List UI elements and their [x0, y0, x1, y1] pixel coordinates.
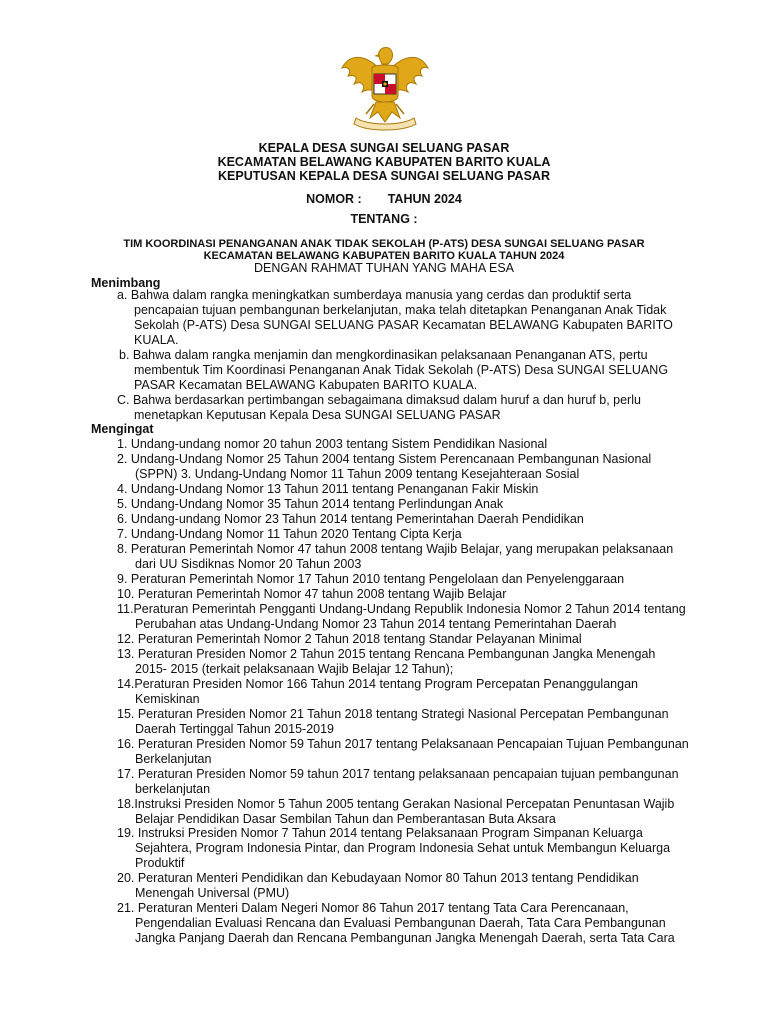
item-line: dari UU Sisdiknas Nomor 20 Tahun 2003	[135, 557, 362, 571]
item-line: 11.Peraturan Pemerintah Pengganti Undang-Undang Republik Indonesia Nomor 2 Tahun 2014 tentang	[117, 602, 686, 616]
mengingat-item	[117, 901, 675, 946]
title-line: KEPUTUSAN KEPALA DESA SUNGAI SELUANG PASAR	[218, 169, 550, 183]
garuda-emblem-icon	[338, 44, 432, 132]
item-line: pencapaian tujuan pembangunan berkelanjutan, maka telah ditetapkan Penanganan Anak Tidak	[134, 303, 667, 317]
mengingat-item	[117, 512, 584, 527]
item-line: KUALA.	[134, 333, 179, 347]
item-line: 8. Peraturan Pemerintah Nomor 47 tahun 2008 tentang Wajib Belajar, yang merupakan pelaksanaan	[117, 542, 674, 556]
item-line: Sekolah (P-ATS) Desa SUNGAI SELUANG PASAR Kecamatan BELAWANG Kabupaten BARITO	[134, 318, 673, 332]
mengingat-item	[117, 707, 669, 737]
item-line: Kemiskinan	[135, 692, 200, 706]
item-line: berkelanjutan	[135, 782, 211, 796]
mengingat-item	[117, 677, 638, 707]
item-line: 14.Peraturan Presiden Nomor 166 Tahun 2014 tentang Program Percepatan Penanggulangan	[117, 677, 638, 691]
menimbang-heading: Menimbang	[91, 276, 161, 290]
decree-title	[0, 141, 768, 183]
item-line: 9. Peraturan Pemerintah Nomor 17 Tahun 2010 tentang Pengelolaan dan Penyelenggaraan	[117, 572, 625, 586]
item-line: PASAR Kecamatan BELAWANG Kabupaten BARITO KUALA.	[134, 378, 478, 392]
mengingat-item	[117, 572, 624, 587]
item-line: Belajar Pendidikan Dasar Sembilan Tahun dan Pemberantasan Buta Aksara	[135, 812, 556, 826]
mengingat-item	[117, 602, 686, 632]
mengingat-item	[117, 826, 670, 871]
item-line: 15. Peraturan Presiden Nomor 21 Tahun 2018 tentang Strategi Nasional Percepatan Pembangunan	[117, 707, 669, 721]
menimbang-item-a	[117, 288, 673, 348]
mengingat-item	[117, 542, 673, 572]
item-line: 12. Peraturan Pemerintah Nomor 2 Tahun 2018 tentang Standar Pelayanan Minimal	[117, 632, 582, 646]
item-line: 7. Undang-Undang Nomor 11 Tahun 2020 Tentang Cipta Kerja	[117, 527, 462, 541]
item-line: Menengah Universal (PMU)	[135, 886, 290, 900]
item-line: 17. Peraturan Presiden Nomor 59 tahun 2017 tentang pelaksanaan pencapaian tujuan pembangunan	[117, 767, 679, 781]
mengingat-item	[117, 587, 506, 602]
menimbang-item-c	[117, 393, 641, 423]
mengingat-item	[117, 871, 639, 901]
item-line: b. Bahwa dalam rangka menjamin dan mengkordinasikan pelaksanaan Penanganan ATS, pertu	[119, 348, 648, 362]
tahun-label: TAHUN 2024	[387, 192, 462, 206]
subject-line: KECAMATAN BELAWANG KABUPATEN BARITO KUALA TAHUN 2024	[203, 250, 565, 262]
menimbang-item-b	[119, 348, 668, 393]
item-line: Daerah Tertinggal Tahun 2015-2019	[135, 722, 334, 736]
decree-subject	[0, 238, 768, 262]
mengingat-heading: Mengingat	[91, 422, 154, 436]
item-line: Jangka Panjang Daerah dan Rencana Pembangunan Jangka Menengah Daerah, serta Tata Cara	[135, 931, 675, 945]
item-line: 6. Undang-undang Nomor 23 Tahun 2014 tentang Pemerintahan Daerah Pendidikan	[117, 512, 584, 526]
item-line: 16. Peraturan Presiden Nomor 59 Tahun 2017 tentang Pelaksanaan Pencapaian Tujuan Pembangunan	[117, 737, 689, 751]
mengingat-item	[117, 452, 651, 482]
item-line: 10. Peraturan Pemerintah Nomor 47 tahun 2008 tentang Wajib Belajar	[117, 587, 507, 601]
item-line: a. Bahwa dalam rangka meningkatkan sumberdaya manusia yang cerdas dan produktif serta	[117, 288, 632, 302]
item-line: Berkelanjutan	[135, 752, 212, 766]
item-line: Perubahan atas Undang-Undang Nomor 23 Tahun 2014 tentang Pemerintahan Daerah	[135, 617, 617, 631]
item-line: 2015- 2015 (terkait pelaksanaan Wajib Belajar 12 Tahun);	[135, 662, 454, 676]
mengingat-item	[117, 632, 582, 647]
item-line: membentuk Tim Koordinasi Penanganan Anak Tidak Sekolah (P-ATS) Desa SUNGAI SELUANG	[134, 363, 669, 377]
item-line: 5. Undang-Undang Nomor 35 Tahun 2014 tentang Perlindungan Anak	[117, 497, 504, 511]
item-line: (SPPN) 3. Undang-Undang Nomor 11 Tahun 2009 tentang Kesejahteraan Sosial	[135, 467, 580, 481]
tentang-heading: TENTANG :	[350, 212, 418, 226]
item-line: 4. Undang-Undang Nomor 13 Tahun 2011 tentang Penanganan Fakir Miskin	[117, 482, 539, 496]
title-line: KECAMATAN BELAWANG KABUPATEN BARITO KUALA	[217, 155, 551, 169]
item-line: 2. Undang-Undang Nomor 25 Tahun 2004 tentang Sistem Perencanaan Pembangunan Nasional	[117, 452, 652, 466]
item-line: 21. Peraturan Menteri Dalam Negeri Nomor 86 Tahun 2017 tentang Tata Cara Perencanaan,	[117, 901, 629, 915]
item-line: 1. Undang-undang nomor 20 tahun 2003 tentang Sistem Pendidikan Nasional	[117, 437, 548, 451]
item-line: C. Bahwa berdasarkan pertimbangan sebagaimana dimaksud dalam huruf a dan huruf b, perlu	[117, 393, 641, 407]
item-line: 19. Instruksi Presiden Nomor 7 Tahun 2014 tentang Pelaksanaan Program Simpanan Keluarga	[117, 826, 643, 840]
subject-line: TIM KOORDINASI PENANGANAN ANAK TIDAK SEKOLAH (P-ATS) DESA SUNGAI SELUANG PASAR	[123, 238, 645, 250]
item-line: menetapkan Keputusan Kepala Desa SUNGAI SELUANG PASAR	[134, 408, 501, 422]
item-line: 18.Instruksi Presiden Nomor 5 Tahun 2005 tentang Gerakan Nasional Percepatan Penuntasan Wajib	[117, 797, 675, 811]
mengingat-item	[117, 437, 547, 452]
item-line: 13. Peraturan Presiden Nomor 2 Tahun 2015 tentang Rencana Pembangunan Jangka Menengah	[117, 647, 656, 661]
mengingat-item	[117, 482, 538, 497]
item-line: Pengendalian Evaluasi Rencana dan Evaluasi Pembangunan Daerah, Tata Cara Pembangunan	[135, 916, 666, 930]
item-line: Sejahtera, Program Indonesia Pintar, dan Program Indonesia Sehat untuk Membangun Keluarga	[135, 841, 671, 855]
title-line: KEPALA DESA SUNGAI SELUANG PASAR	[258, 141, 510, 155]
rahmat-line: DENGAN RAHMAT TUHAN YANG MAHA ESA	[253, 261, 514, 275]
mengingat-item	[117, 527, 462, 542]
nomor-label: NOMOR :	[306, 192, 362, 206]
mengingat-item	[117, 737, 689, 767]
decree-number	[0, 192, 768, 206]
item-line: 20. Peraturan Menteri Pendidikan dan Kebudayaan Nomor 80 Tahun 2013 tentang Pendidikan	[117, 871, 639, 885]
mengingat-item	[117, 767, 679, 797]
mengingat-item	[117, 647, 655, 677]
mengingat-item	[117, 497, 503, 512]
item-line: Produktif	[135, 856, 185, 870]
mengingat-item	[117, 797, 674, 827]
